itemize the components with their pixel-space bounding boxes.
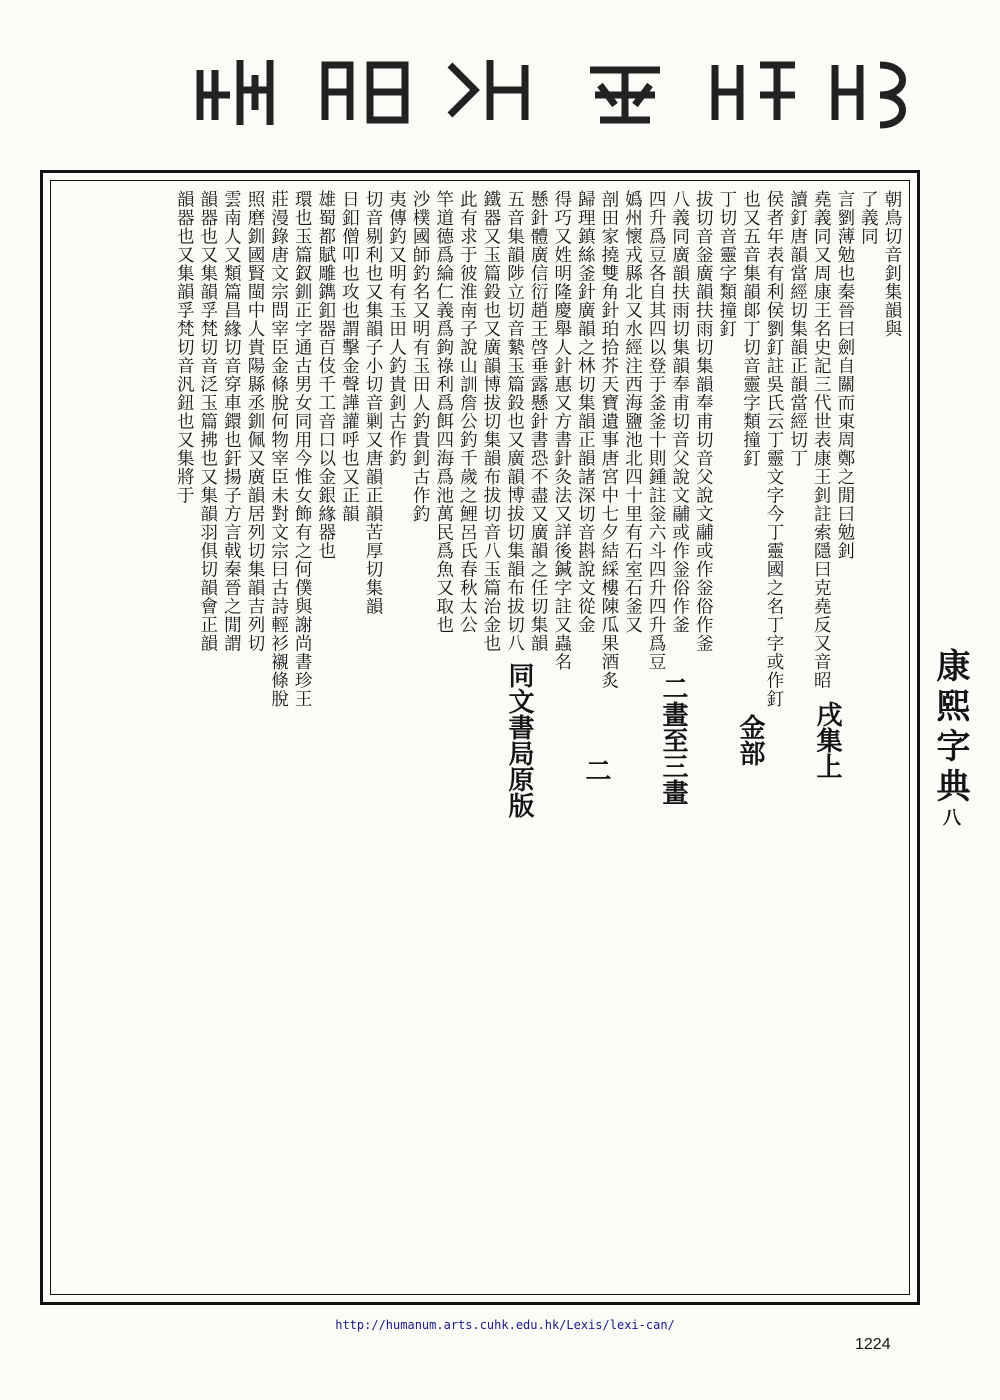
text-column: 五音集韻陟立切音縶玉篇鈠也又廣韻博拔切集韻布拔切八: [504, 190, 525, 653]
radical-label: 金部: [735, 714, 765, 766]
stroke-range-label: 二畫至三畫: [658, 675, 688, 805]
text-column: 照磨釧國賢閩中人貴陽縣丞釧佩又廣韻居列切集韻吉列切: [244, 190, 265, 653]
text-column: 讀釘唐韻當經切集韻正韻當經切丁: [787, 190, 808, 468]
seal-glyph: [310, 50, 420, 130]
seal-glyph: [820, 50, 930, 130]
text-column: 歸理鎮絲釜針廣韻之林切集韻正韻諸深切音斟說文從金: [575, 190, 596, 634]
seal-glyph-icon: [820, 50, 930, 130]
seal-glyph-icon: [190, 50, 300, 130]
text-column: 剖田家撓雙角針珀拾芥天寶遺事唐宮中七夕結綵樓陳瓜果酒炙: [598, 190, 619, 690]
text-column: 也又五音集韻郞丁切音靈字類撞釘: [740, 190, 761, 468]
seal-glyph: [190, 50, 300, 130]
text-column: 言劉薄勉也秦晉曰劍自關而東周鄭之閒曰勉釗: [834, 190, 855, 560]
text-column: 丁切音靈字類撞釘: [716, 190, 737, 338]
text-column: 環也玉篇釵釧正字通古男女同用今惟女飾有之何僕與謝尚書珍王: [292, 190, 313, 708]
text-column: 了義同: [858, 190, 879, 246]
page-sub-label: 二: [581, 757, 611, 783]
text-column: 雄蜀都賦雕鐫釦器百伎千工音口以金銀緣器也: [315, 190, 336, 560]
book-title: [926, 648, 975, 832]
seal-glyph-icon: [430, 50, 540, 130]
text-column: 莊漫錄唐文宗問宰臣金條脫何物宰臣未對文宗曰古詩輕衫襯條脫: [268, 190, 289, 708]
text-column: 切音剔利也又集韻子小切音剿又唐韻正韻苦厚切集韻: [362, 190, 383, 616]
seal-glyph: [430, 50, 540, 130]
text-column: 雲南人又類篇昌緣切音穿車鐶也釬揚子方言戟秦晉之閒謂: [221, 190, 242, 653]
text-column: 竿道德爲綸仁義爲鉤祿利爲餌四海爲池萬民爲魚又取也: [433, 190, 454, 634]
seal-script-banner: [190, 30, 930, 150]
text-column: 此有求于彼淮南子說山訓詹公釣千歲之鯉呂氏春秋太公: [457, 190, 478, 634]
text-column: 日釦僧叩也攻也謂擊金聲譁讙呼也又正韻: [339, 190, 360, 523]
text-column: 韻器也又集韻孚梵切音汎鈕也又集將于: [174, 190, 195, 505]
text-column: 韻器也又集韻孚梵切音泛玉篇拂也又集韻羽俱切韻會正韻: [197, 190, 218, 653]
seal-glyph: [700, 50, 810, 130]
seal-glyph-icon: [700, 50, 810, 130]
text-column: 鐵器又玉篇鈠也又廣韻博拔切集韻布拔切音八玉篇治金也: [480, 190, 501, 653]
text-column: 侯者年表有利侯劉釘註吳氏云丁靈文字今丁靈國之名丁字或作釘: [764, 190, 785, 708]
book-title-volume-num: 八: [940, 808, 961, 832]
seal-glyph-icon: [310, 50, 420, 130]
text-column: 堯義同又周康王名史記三代世表康王釗註索隱曰克堯反又音昭: [811, 190, 832, 690]
page-number: 1224: [855, 1336, 891, 1353]
seal-glyph-icon: [570, 50, 680, 130]
text-column: 得巧又姓明隆慶舉人針惠又方書針灸法又詳後鍼字註又蟲名: [551, 190, 572, 671]
volume-label: 戌集上: [812, 701, 842, 779]
text-column: 八義同廣韻扶雨切集韻奉甫切音父說文鬴或作釡俗作釜: [669, 190, 690, 634]
dictionary-text-body: [58, 190, 903, 1285]
text-column: 朝鳥切音釗集韻與: [882, 190, 902, 338]
text-column: 拔切音釡廣韻扶雨切集韻奉甫切音父說文鬴或作釡俗作釜: [693, 190, 714, 653]
text-column: 夷傳釣又明有玉田人釣貴釗古作釣: [386, 190, 407, 468]
text-column: 沙樸國師釣名又明有玉田人釣貴釗古作釣: [410, 190, 431, 523]
text-column: 嬀州懷戎縣北又水經注西海鹽池北四十里有石室石釜又: [622, 190, 643, 634]
text-column: 四升爲豆各自其四以登于釜釜十則鍾註釡六斗四升四升爲豆: [646, 190, 667, 671]
source-url[interactable]: http://humanum.arts.cuhk.edu.hk/Lexis/lexi-can/: [335, 1318, 675, 1332]
publisher-label: 同文書局原版: [504, 662, 534, 818]
book-title-text: 康熙字典: [930, 648, 970, 808]
seal-glyph: [570, 50, 680, 130]
text-column: 懸針體廣信衍趙王啓垂露懸針書恐不盡又廣韻之任切集韻: [528, 190, 549, 653]
